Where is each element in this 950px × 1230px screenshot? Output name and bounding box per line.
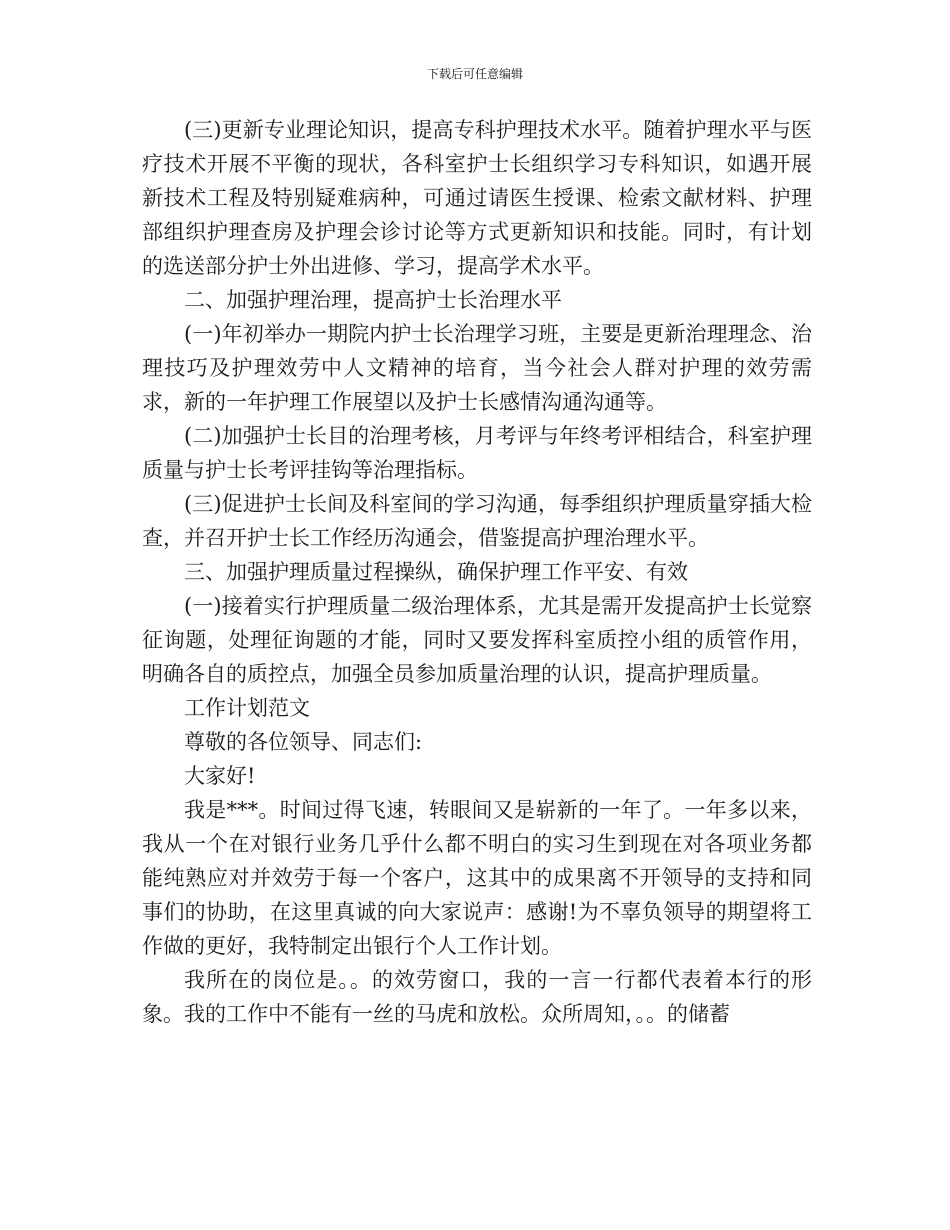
paragraph-position: 我所在的岗位是。。的效劳窗口，我的一言一行都代表着本行的形象。我的工作中不能有一丝的马虎和放松。众所周知，。。的储蓄 — [142, 968, 812, 1026]
paragraph-introduction: 我是***。时间过得飞速，转眼间又是崭新的一年了。一年多以来，我从一个在对银行业务几乎什么都不明白的实习生到现在对各项业务都能纯熟应对并效劳于每一个客户，这其中的成果离不开领导的支持和同事们的协助，在这里真诚的向大家说声：感谢!为不辜负领导的期望将工作做的更好，我特制定出银行个人工作计划。 — [142, 798, 812, 958]
paragraph-assessment: (二)加强护士长目的治理考核，月考评与年终考评相结合，科室护理质量与护士长考评挂钩等治理指标。 — [142, 424, 812, 482]
sample-title: 工作计划范文 — [184, 696, 310, 720]
salutation: 尊敬的各位领导、同志们: — [184, 730, 423, 754]
paragraph-training-class: (一)年初举办一期院内护士长治理学习班，主要是更新治理理念、治理技巧及护理效劳中人文精神的培育，当今社会人群对护理的效劳需求，新的一年护理工作展望以及护士长感情沟通沟通等。 — [142, 322, 812, 414]
paragraph-communication: (三)促进护士长间及科室间的学习沟通，每季组织护理质量穿插大检查，并召开护士长工作经历沟通会，借鉴提高护理治理水平。 — [142, 492, 812, 550]
greeting: 大家好! — [184, 764, 256, 788]
page-header: 下载后可任意编辑 — [426, 67, 523, 81]
paragraph-quality-system: (一)接着实行护理质量二级治理体系，尤其是需开发提高护士长觉察征询题，处理征询题的才能，同时又要发挥科室质控小组的质管作用，明确各自的质控点，加强全员参加质量治理的认识，提高护理质量。 — [142, 594, 812, 686]
paragraph-nursing-knowledge: (三)更新专业理论知识，提高专科护理技术水平。随着护理水平与医疗技术开展不平衡的现状，各科室护士长组织学习专科知识，如遇开展新技术工程及特别疑难病种，可通过请医生授课、检索文献材料、护理部组织护理查房及护理会诊讨论等方式更新知识和技能。同时，有计划的选送部分护士外出进修、学习，提高学术水平。 — [142, 118, 812, 278]
section-heading-management: 二、加强护理治理，提高护士长治理水平 — [184, 288, 562, 312]
section-heading-quality: 三、加强护理质量过程操纵，确保护理工作平安、有效 — [184, 560, 688, 584]
document-body — [142, 113, 812, 1031]
